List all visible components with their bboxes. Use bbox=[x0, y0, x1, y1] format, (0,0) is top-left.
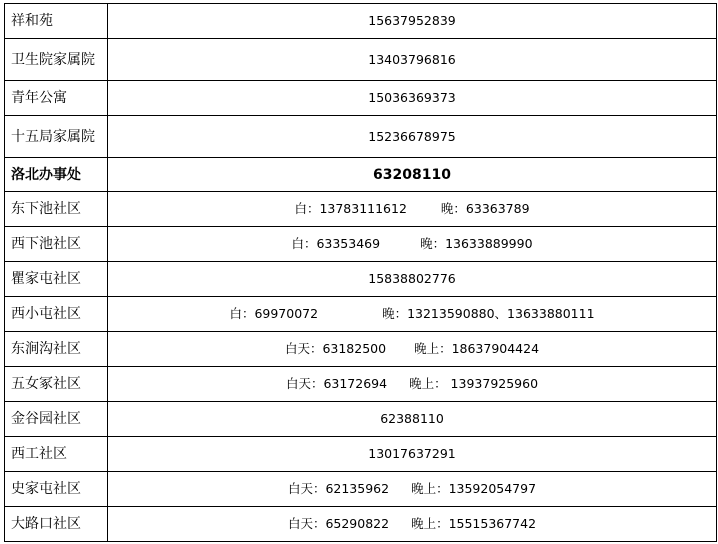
phone-number: 15036369373 bbox=[108, 81, 717, 116]
community-name: 东涧沟社区 bbox=[5, 332, 108, 367]
table-row bbox=[5, 507, 717, 542]
community-name: 西工社区 bbox=[5, 437, 108, 472]
table-row bbox=[5, 367, 717, 402]
night-phone: 晚上：18637904424 bbox=[414, 341, 540, 356]
community-name: 卫生院家属院 bbox=[5, 39, 108, 81]
community-name: 金谷园社区 bbox=[5, 402, 108, 437]
phone-cell bbox=[108, 367, 717, 402]
contact-table bbox=[4, 3, 717, 542]
phone-number: 13403796816 bbox=[108, 39, 717, 81]
table-row bbox=[5, 227, 717, 262]
table-row-office bbox=[5, 158, 717, 192]
table-row bbox=[5, 297, 717, 332]
table-row bbox=[5, 437, 717, 472]
table-row bbox=[5, 81, 717, 116]
phone-cell bbox=[108, 472, 717, 507]
table-row bbox=[5, 192, 717, 227]
day-phone: 白天：63182500 bbox=[284, 341, 387, 356]
night-phone: 晚上：15515367742 bbox=[411, 516, 537, 531]
phone-number: 13017637291 bbox=[108, 437, 717, 472]
night-phone: 晚：63363789 bbox=[440, 201, 530, 216]
phone-number: 15637952839 bbox=[108, 4, 717, 39]
table-row bbox=[5, 262, 717, 297]
night-phone: 晚上：13592054797 bbox=[411, 481, 537, 496]
community-name: 五女冢社区 bbox=[5, 367, 108, 402]
community-name: 大路口社区 bbox=[5, 507, 108, 542]
community-name: 瞿家屯社区 bbox=[5, 262, 108, 297]
day-phone: 白：63353469 bbox=[291, 236, 381, 251]
community-name: 东下池社区 bbox=[5, 192, 108, 227]
office-name: 洛北办事处 bbox=[5, 158, 108, 192]
table-row bbox=[5, 4, 717, 39]
table-row bbox=[5, 332, 717, 367]
community-name: 西下池社区 bbox=[5, 227, 108, 262]
phone-cell bbox=[108, 297, 717, 332]
day-phone: 白天：65290822 bbox=[287, 516, 390, 531]
community-name: 西小屯社区 bbox=[5, 297, 108, 332]
community-name: 祥和苑 bbox=[5, 4, 108, 39]
phone-number: 15838802776 bbox=[108, 262, 717, 297]
community-name: 史家屯社区 bbox=[5, 472, 108, 507]
day-phone: 白：69970072 bbox=[229, 306, 319, 321]
table-row bbox=[5, 472, 717, 507]
phone-cell bbox=[108, 227, 717, 262]
community-name: 十五局家属院 bbox=[5, 116, 108, 158]
night-phone: 晚：13213590880、13633880111 bbox=[382, 306, 595, 321]
day-phone: 白天：62135962 bbox=[287, 481, 390, 496]
phone-cell bbox=[108, 332, 717, 367]
table-row bbox=[5, 402, 717, 437]
phone-number: 15236678975 bbox=[108, 116, 717, 158]
day-phone: 白天：63172694 bbox=[285, 376, 388, 391]
table-row bbox=[5, 39, 717, 81]
night-phone: 晚上： 13937925960 bbox=[409, 376, 539, 391]
phone-cell bbox=[108, 507, 717, 542]
phone-number: 62388110 bbox=[108, 402, 717, 437]
office-phone: 63208110 bbox=[108, 158, 717, 192]
phone-cell bbox=[108, 192, 717, 227]
day-phone: 白：13783111612 bbox=[294, 201, 407, 216]
table-row bbox=[5, 116, 717, 158]
night-phone: 晚：13633889990 bbox=[420, 236, 533, 251]
community-name: 青年公寓 bbox=[5, 81, 108, 116]
